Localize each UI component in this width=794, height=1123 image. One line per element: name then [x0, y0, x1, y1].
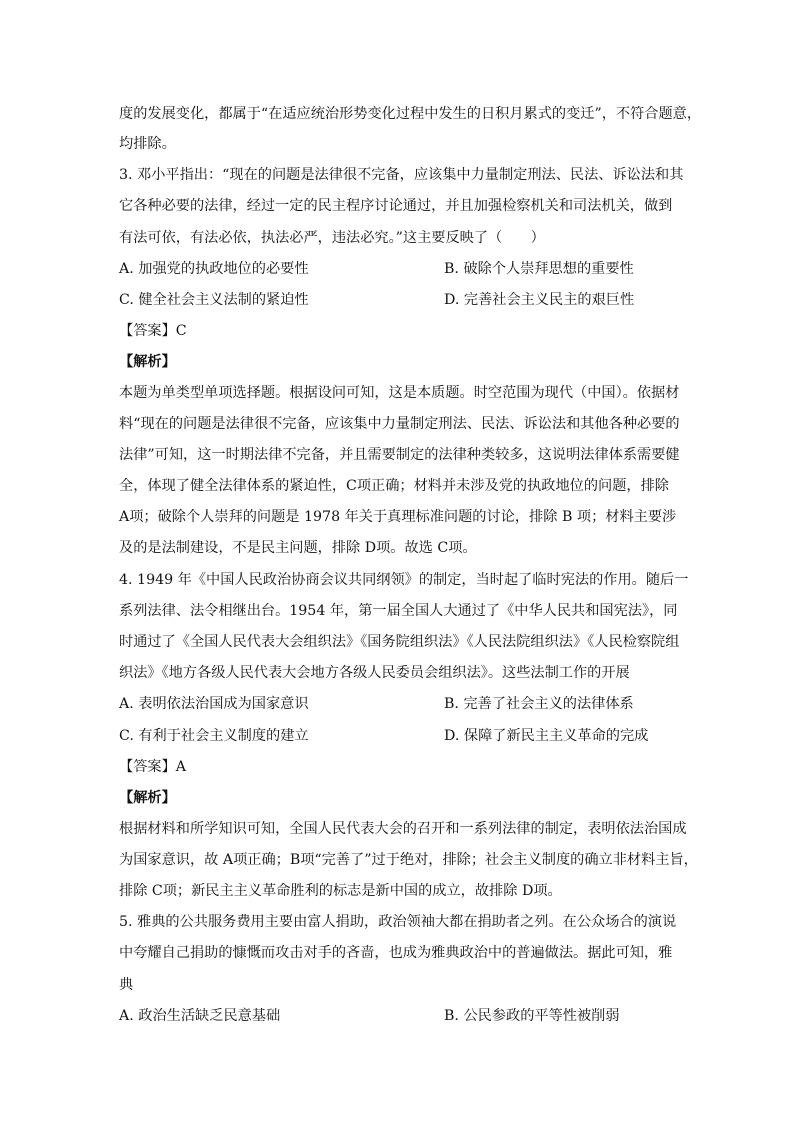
- q4-analysis-line-3: 排除 C项；新民主主义革命胜利的标志是新中国的成立，故排除 D项。: [119, 883, 562, 899]
- q5-option-b: B. 公民参政的平等性被削弱: [444, 1008, 620, 1024]
- q3-stem-line-3: 有法可依，有法必依，执法必严，违法必究。”这主要反映了（ ）: [119, 230, 545, 246]
- q3-analysis-line-4: 全，体现了健全法律体系的紧迫性，C项正确；材料并未涉及党的执政地位的问题，排除: [119, 478, 669, 494]
- q5-stem-line-3: 典: [119, 977, 134, 993]
- q4-option-c: C. 有利于社会主义制度的建立: [119, 728, 309, 744]
- q5-stem-line-2: 中夸耀自己捐助的慷慨而攻击对手的吝啬，也成为雅典政治中的普遍做法。据此可知，雅: [119, 945, 673, 961]
- q3-analysis-line-5: A项；破除个人崇拜的问题是 1978 年关于真理标准问题的讨论，排除 B 项；材料主要涉: [119, 509, 677, 525]
- q4-analysis-line-1: 根据材料和所学知识可知，全国人民代表大会的召开和一系列法律的制定，表明依法治国成: [119, 821, 687, 837]
- q3-option-a: A. 加强党的执政地位的必要性: [119, 261, 309, 277]
- q4-stem-line-1: 4. 1949 年《中国人民政治协商会议共同纲领》的制定，当时起了临时宪法的作用。随后一: [119, 572, 689, 588]
- q5-option-a: A. 政治生活缺乏民意基础: [119, 1008, 281, 1024]
- q4-option-a: A. 表明依法治国成为国家意识: [119, 696, 309, 712]
- q4-stem-line-3: 时通过了《全国人民代表大会组织法》《国务院组织法》《人民法院组织法》《人民检察院组: [119, 634, 680, 650]
- q3-analysis-line-2: 料“现在的问题是法律很不完备，应该集中力量制定刑法、民法、诉讼法和其他各种必要的: [119, 416, 680, 432]
- q3-option-c: C. 健全社会主义法制的紧迫性: [119, 292, 309, 308]
- q3-analysis-line-6: 及的是法制建设，不是民主问题，排除 D项。故选 C项。: [119, 540, 477, 556]
- q5-stem-line-1: 5. 雅典的公共服务费用主要由富人捐助，政治领袖大都在捐助者之列。在公众场合的演说: [119, 914, 677, 930]
- q3-analysis-label: 【解析】: [119, 354, 176, 370]
- q3-option-d: D. 完善社会主义民主的艰巨性: [444, 292, 635, 308]
- q4-answer: 【答案】A: [119, 759, 186, 775]
- intro-line-1: 度的发展变化，都属于“在适应统治形势变化过程中发生的日积月累式的变迁”，不符合题意，: [119, 106, 702, 122]
- q3-option-b: B. 破除个人崇拜思想的重要性: [444, 261, 634, 277]
- q4-analysis-label: 【解析】: [119, 790, 176, 806]
- q3-stem-line-2: 它各种必要的法律，经过一定的民主程序讨论通过，并且加强检察机关和司法机关，做到: [119, 198, 673, 214]
- q3-analysis-line-1: 本题为单类型单项选择题。根据设问可知，这是本质题。时空范围为现代（中国）。依据材: [119, 385, 680, 401]
- q4-stem-line-2: 系列法律、法令相继出台。1954 年，第一届全国人大通过了《中华人民共和国宪法》，同: [119, 603, 678, 619]
- q4-option-d: D. 保障了新民主主义革命的完成: [444, 728, 649, 744]
- q3-analysis-line-3: 法律”可知，这一时期法律不完备，并且需要制定的法律种类较多，这说明法律体系需要健: [119, 447, 680, 463]
- q4-option-b: B. 完善了社会主义的法律体系: [444, 696, 634, 712]
- q3-answer: 【答案】C: [119, 323, 187, 339]
- q4-analysis-line-2: 为国家意识，故 A项正确；B项“完善了”过于绝对，排除；社会主义制度的确立非材料主旨，: [119, 852, 698, 868]
- intro-line-2: 均排除。: [119, 136, 176, 152]
- q3-stem-line-1: 3. 邓小平指出：“现在的问题是法律很不完备，应该集中力量制定刑法、民法、诉讼法和其: [119, 167, 684, 183]
- q4-stem-line-4: 织法》《地方各级人民代表大会地方各级人民委员会组织法》。这些法制工作的开展: [119, 665, 630, 681]
